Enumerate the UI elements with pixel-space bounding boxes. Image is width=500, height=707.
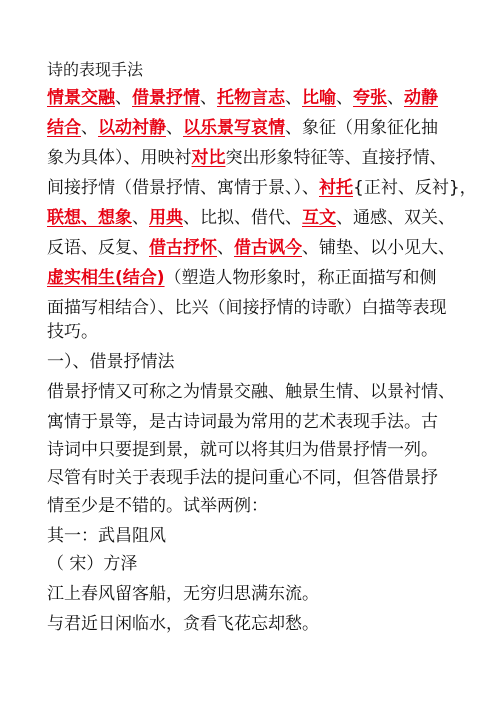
highlighted-term: 借景抒情 xyxy=(132,88,200,108)
text-segment: 、 xyxy=(336,88,353,108)
text-segment: （塑造人物形象时，称正面描写和侧 xyxy=(164,268,437,288)
highlighted-term: 结合 xyxy=(47,118,81,138)
highlighted-term: 联想、想象 xyxy=(47,208,132,228)
text-segment: {正衬、反衬}， xyxy=(353,178,477,198)
text-line xyxy=(47,582,477,606)
text-line xyxy=(47,176,477,200)
text-segment: 、 xyxy=(166,118,183,138)
highlighted-term: 借古讽今 xyxy=(234,238,302,258)
text-segment: 借景抒情又可称之为情景交融、触景生情、以景衬情、 xyxy=(47,382,455,402)
highlighted-term: 互文 xyxy=(302,208,336,228)
highlighted-term: 借古抒怀 xyxy=(149,238,217,258)
text-segment: 象为具体）、用映衬 xyxy=(47,148,192,168)
text-segment: 、比拟、借代、 xyxy=(183,208,302,228)
text-segment: 面描写相结合）、比兴（间接抒情的诗歌）白描等表现 xyxy=(47,298,447,318)
highlighted-term: 以乐景写哀情 xyxy=(183,118,285,138)
text-segment: 、 xyxy=(200,88,217,108)
text-segment: 尽管有时关于表现手法的提问重心不同，但答借景抒 xyxy=(47,468,438,488)
text-line xyxy=(47,266,477,290)
text-segment: 、 xyxy=(387,88,404,108)
text-segment: 、 xyxy=(115,88,132,108)
text-segment: 情至少是不错的。试举两例： xyxy=(47,496,268,516)
text-line xyxy=(47,524,477,548)
text-segment: 寓情于景等，是古诗词最为常用的艺术表现手法。古 xyxy=(47,412,438,432)
highlighted-term: 用典 xyxy=(149,208,183,228)
text-line xyxy=(47,552,477,576)
highlighted-term: 夸张 xyxy=(353,88,387,108)
document-title xyxy=(47,58,477,82)
highlighted-term: 托物言志 xyxy=(217,88,285,108)
text-segment: （ 宋）方泽 xyxy=(47,554,138,574)
text-line xyxy=(47,320,477,344)
text-line xyxy=(47,116,477,140)
text-line xyxy=(47,206,477,230)
text-segment: 与君近日闲临水，贪看飞花忘却愁。 xyxy=(47,614,319,634)
text-line xyxy=(47,410,477,434)
text-line xyxy=(47,612,477,636)
text-line xyxy=(47,86,477,110)
text-line xyxy=(47,380,477,404)
text-line xyxy=(47,494,477,518)
text-segment: 反语、反复、 xyxy=(47,238,149,258)
text-segment: 、铺垫、以小见大、 xyxy=(302,238,455,258)
text-segment: 诗的表现手法 xyxy=(47,60,144,79)
text-segment: 诗词中只要提到景，就可以将其归为借景抒情一列。 xyxy=(47,440,438,460)
text-line xyxy=(47,466,477,490)
highlighted-term: 虚实相生(结合) xyxy=(47,268,165,288)
text-line xyxy=(47,438,477,462)
highlighted-term: 衬托 xyxy=(319,178,353,198)
text-line xyxy=(47,146,477,170)
text-segment: 、 xyxy=(81,118,98,138)
text-segment: 其一：武昌阻风 xyxy=(47,526,166,546)
text-segment: 江上春风留客船，无穷归思满东流。 xyxy=(47,584,319,604)
text-segment: 、象征（用象征化抽 xyxy=(285,118,438,138)
text-segment: 、 xyxy=(285,88,302,108)
highlighted-term: 比喻 xyxy=(302,88,336,108)
text-segment: 技巧。 xyxy=(47,322,98,342)
text-segment: 、 xyxy=(132,208,149,228)
text-line xyxy=(47,296,477,320)
highlighted-term: 情景交融 xyxy=(47,88,115,108)
text-line xyxy=(47,236,477,260)
text-segment: 、 xyxy=(217,238,234,258)
text-line xyxy=(47,350,477,374)
highlighted-term: 以动衬静 xyxy=(98,118,166,138)
text-segment: 间接抒情（借景抒情、寓情于景、）、 xyxy=(47,178,319,198)
highlighted-term: 动静 xyxy=(404,88,438,108)
highlighted-term: 对比 xyxy=(191,148,226,168)
text-segment: 、通感、双关、 xyxy=(336,208,455,228)
text-segment: 突出形象特征等、直接抒情、 xyxy=(225,148,447,168)
text-segment: 一）、借景抒情法 xyxy=(47,352,175,372)
